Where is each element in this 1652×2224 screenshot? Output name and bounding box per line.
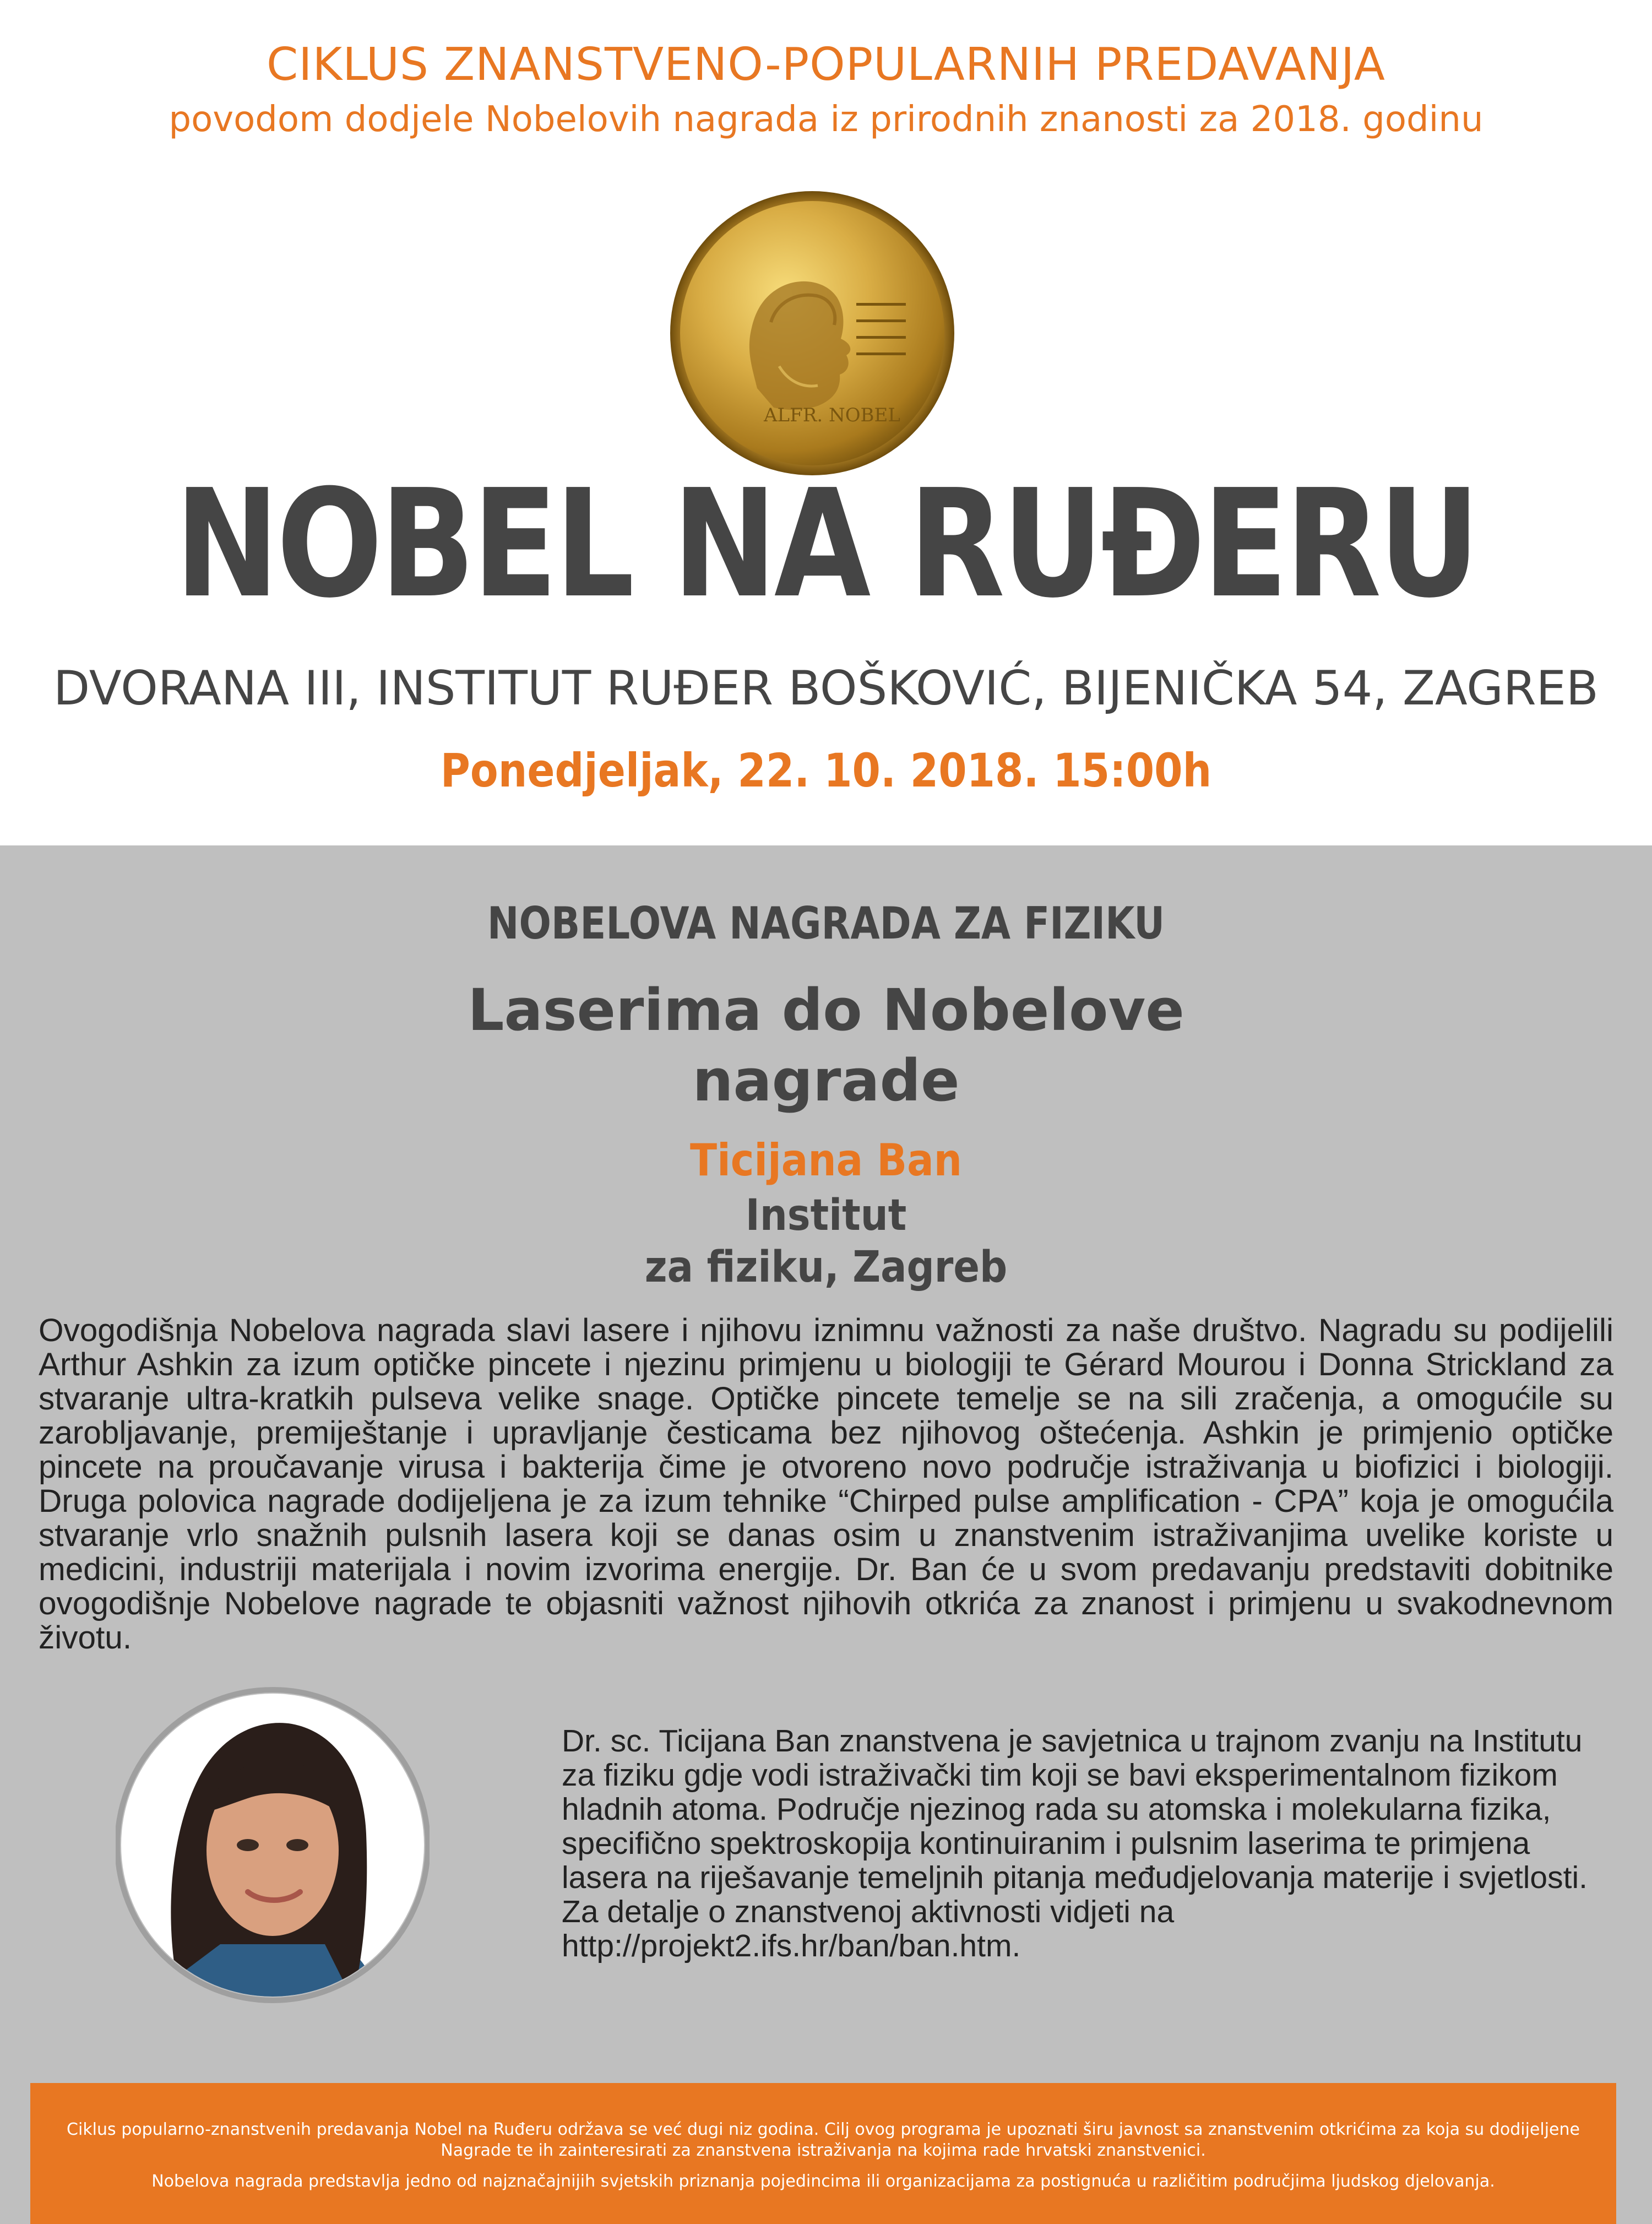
footer-banner [30, 2083, 1616, 2224]
lecture-abstract: Ovogodišnja Nobelova nagrada slavi lasere i njihovu iznimnu važnosti za naše društvo. Nagradu su podijelili Arthur Ashkin za izum optičke pincete i njezinu primjenu u biologiji te Gérard Mourou i Donna Strickland za stvaranje ultra-kratkih pulseva velike snage. Optičke pincete temelje se na sili zračenja, a omogućile su zarobljavanje, premiještanje i upravljanje česticama bez njihovog oštećenja. Ashkin je primjenio optičke pincete na proučavanje virusa i bakterija čime je otvoreno novo područje istraživanja u biofizici i biologiji. Druga polovica nagrade dodijeljena je za izum tehnike “Chirped pulse amplification - CPA” koja je omogućila stvaranje vrlo snažnih pulsnih lasera koji se danas osim u znanstvenim istraživanjima uvelike koriste u medicini, industriji materijala i novim izvorima energije. Dr. Ban će u svom predavanju predstaviti dobitnike ovogodišnje Nobelove nagrade te objasniti važnost njihovih otkrića za znanost i primjenu u svakodnevnom životu. [39, 1312, 1613, 1656]
header-section [0, 0, 1652, 845]
speaker-portrait-image [116, 1669, 430, 2010]
series-title: CIKLUS ZNANSTVENO-POPULARNIH PREDAVANJA [267, 39, 1385, 91]
main-title: NOBEL NA RUĐERU [175, 457, 1477, 631]
speaker-bio: Dr. sc. Ticijana Ban znanstvena je savjetnica u trajnom zvanju na Institutu za fiziku gdje vodi istraživački tim koji se bavi eksperimentalnom fizikom hladnih atoma. Područje njezinog rada su atomska i molekularna fizika, specifično spektroskopija kontinuiranim i pulsnim laserima te primjena lasera na riješavanje temeljnih pitanja međudjelovanja materije i svjetlosti. Za detalje o znanstvenoj aktivnosti vidjeti na http://projekt2.ifs.hr/ban/ban.htm. [562, 1723, 1588, 1963]
event-datetime: Ponedjeljak, 22. 10. 2018. 15:00h [440, 744, 1212, 798]
lecture-title-line2: nagrade [692, 1047, 960, 1114]
lecture-category: NOBELOVA NAGRADA ZA FIZIKU [487, 898, 1165, 949]
series-subtitle: povodom dodjele Nobelovih nagrada iz prirodnih znanosti za 2018. godinu [169, 99, 1483, 140]
venue: DVORANA III, INSTITUT RUĐER BOŠKOVIĆ, BIJENIČKA 54, ZAGREB [53, 661, 1599, 716]
speaker-institution [83, 1190, 1569, 1293]
lecture-title [0, 975, 1652, 1116]
footer-text-2: Nobelova nagrada predstavlja jedno od najznačajnijih svjetskih priznanja pojedincima ili organizacijama za postignuća u različitim područjima ljudskog djelovanja. [151, 2172, 1495, 2191]
lecture-title-line1: Laserima do Nobelove [468, 977, 1184, 1044]
institution-line1: Institut [745, 1191, 907, 1240]
footer-text-1: Ciklus popularno-znanstvenih predavanja Nobel na Ruđeru održava se već dugi niz godina. Cilj ovog programa je upoznati širu javnost sa znanstvenim otkrićima za koja su dodijeljene Nagrade te ih zainteresirati za znanstvena istraživanja na kojima rade hrvatski znanstvenici. [67, 2120, 1580, 2160]
speaker-name: Ticijana Ban [689, 1135, 963, 1186]
institution-line2: za fiziku, Zagreb [644, 1243, 1008, 1292]
nobel-medal-image [669, 190, 955, 476]
medal-inscription: ALFR. NOBEL [764, 404, 900, 426]
